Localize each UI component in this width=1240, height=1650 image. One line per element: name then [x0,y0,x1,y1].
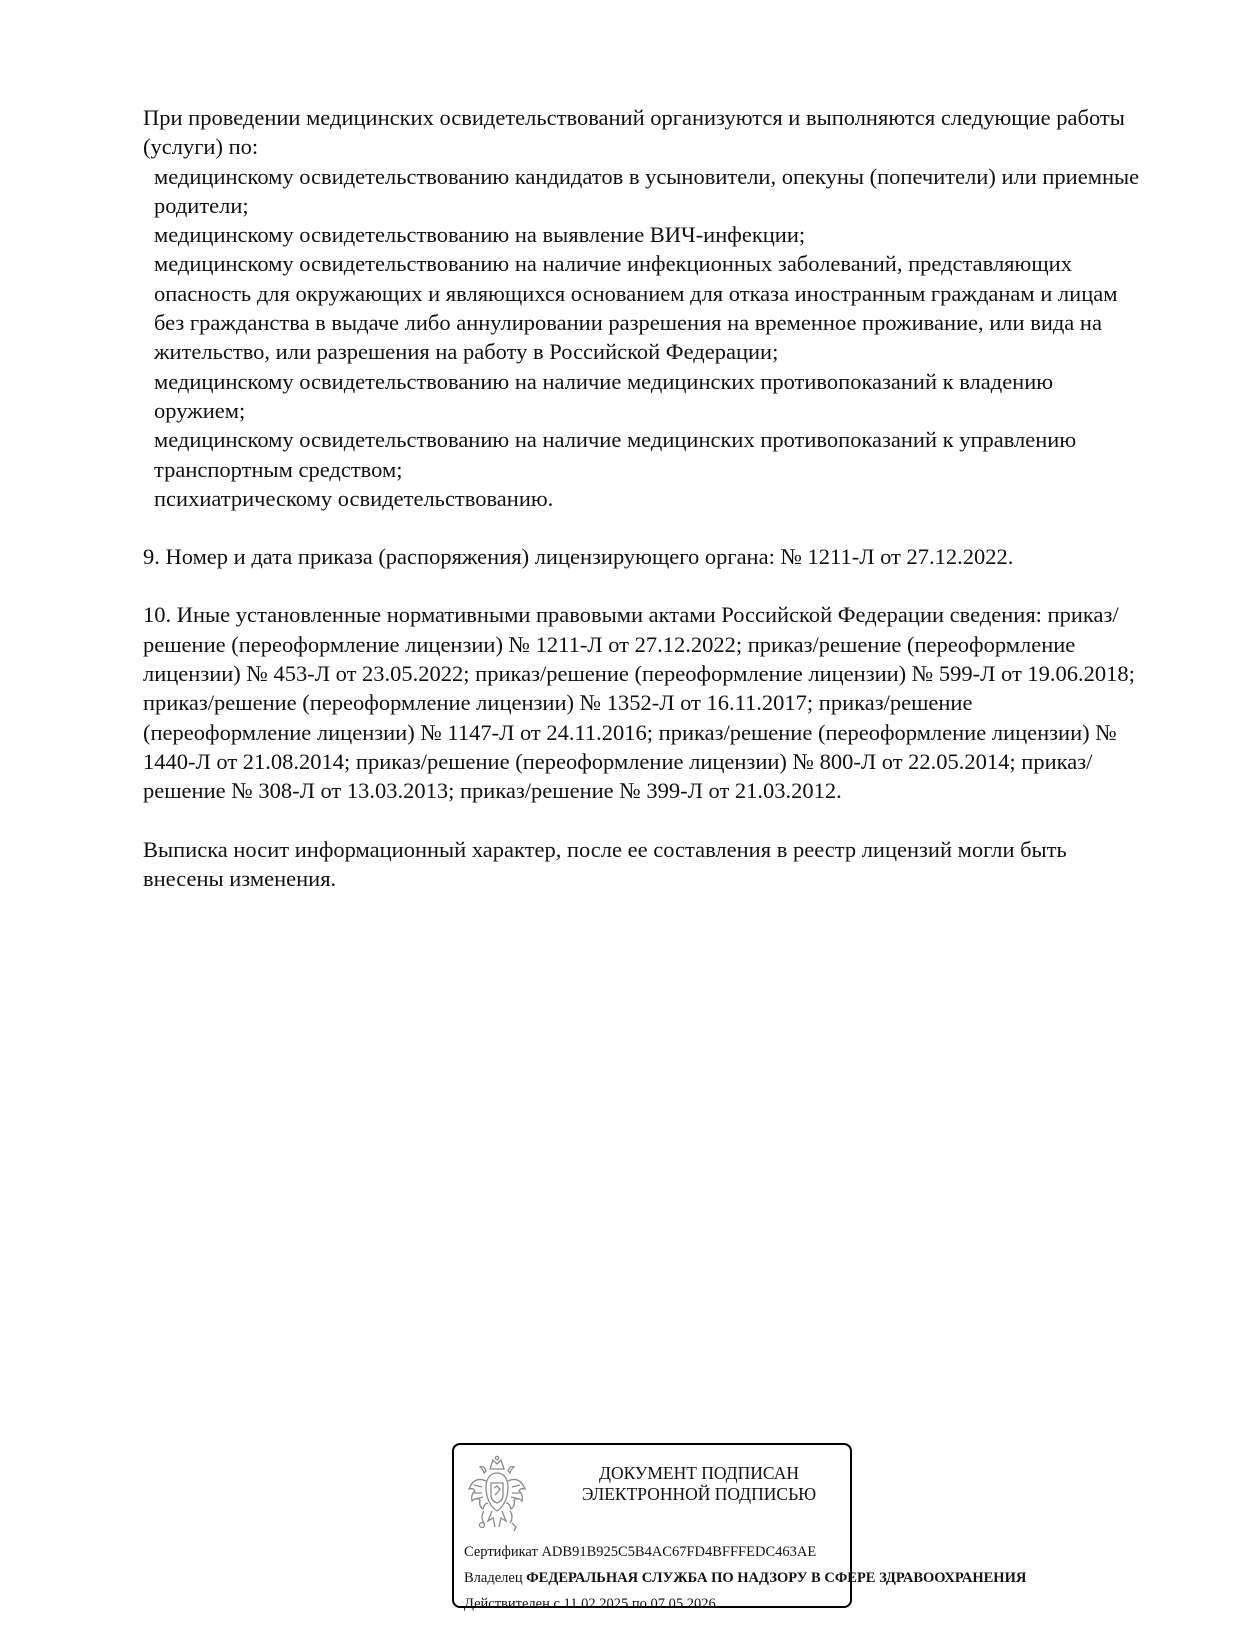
owner-label: Владелец [464,1570,523,1586]
service-item-infectious: медицинскому освидетельствованию на наличие инфекционных заболеваний, представляющих опасность для окружающих и являющихся основанием для отказа иностранным гражданам и лицам без гражданства в выдаче либо аннулировании разрешения на временное проживание, или вида на жительство, или разрешения на работу в Российской Федерации; [154,251,1118,365]
service-item-psychiatric: психиатрическому освидетельствованию. [154,485,554,511]
service-item-adoption: медицинскому освидетельствованию кандидатов в усыновители, опекуны (попечители) или приемные родители; [154,163,1140,218]
certificate-label: Сертификат [464,1544,538,1560]
service-item-hiv: медицинскому освидетельствованию на выявление ВИЧ-инфекции; [154,222,806,248]
stamp-title-line-2: ЭЛЕКТРОННОЙ ПОДПИСЬЮ [581,1484,817,1504]
certificate-value: ADB91B925C5B4AC67FD4BFFFEDC463AE [541,1544,817,1560]
section-9-order: 9. Номер и дата приказа (распоряжения) лицензирующего органа: № 1211-Л от 27.12.2022. [143,544,1014,570]
stamp-title [554,1463,844,1505]
russian-coat-of-arms-icon [466,1455,528,1533]
service-item-weapons: медицинскому освидетельствованию на наличие медицинских противопоказаний к владению оружием; [154,368,1054,423]
stamp-title-line-1: ДОКУМЕНТ ПОДПИСАН [599,1463,799,1483]
electronic-signature-stamp [452,1443,1027,1612]
stamp-validity: Действителен с 11.02.2025 по 07.05.2026 [464,1596,716,1612]
stamp-certificate [464,1543,816,1561]
stamp-owner [464,1569,1026,1587]
disclaimer-note: Выписка носит информационный характер, после ее составления в реестр лицензий могли быть внесены изменения. [143,836,1067,891]
section-10-other-info: 10. Иные установленные нормативными правовыми актами Российской Федерации сведения: приказ/решение (переоформление лицензии) № 1211-Л от 27.12.2022; приказ/решение (переоформление лицензии) № 453-Л от 23.05.2022; приказ/решение (переоформление лицензии) № 599-Л от 19.06.2018; приказ/решение (переоформление лицензии) № 1352-Л от 16.11.2017; приказ/решение (переоформление лицензии) № 1147-Л от 24.11.2016; приказ/решение (переоформление лицензии) № 1440-Л от 21.08.2014; приказ/решение (переоформление лицензии) № 800-Л от 22.05.2014; приказ/решение № 308-Л от 13.03.2013; приказ/решение № 399-Л от 21.03.2012. [143,602,1135,804]
service-item-driving: медицинскому освидетельствованию на наличие медицинских противопоказаний к управлению транспортным средством; [154,427,1077,482]
owner-value: ФЕДЕРАЛЬНАЯ СЛУЖБА ПО НАДЗОРУ В СФЕРЕ ЗДРАВООХРАНЕНИЯ [526,1570,1027,1586]
services-intro: При проведении медицинских освидетельствований организуются и выполняются следующие работы (услуги) по: [143,105,1125,160]
document-body [143,103,1143,893]
